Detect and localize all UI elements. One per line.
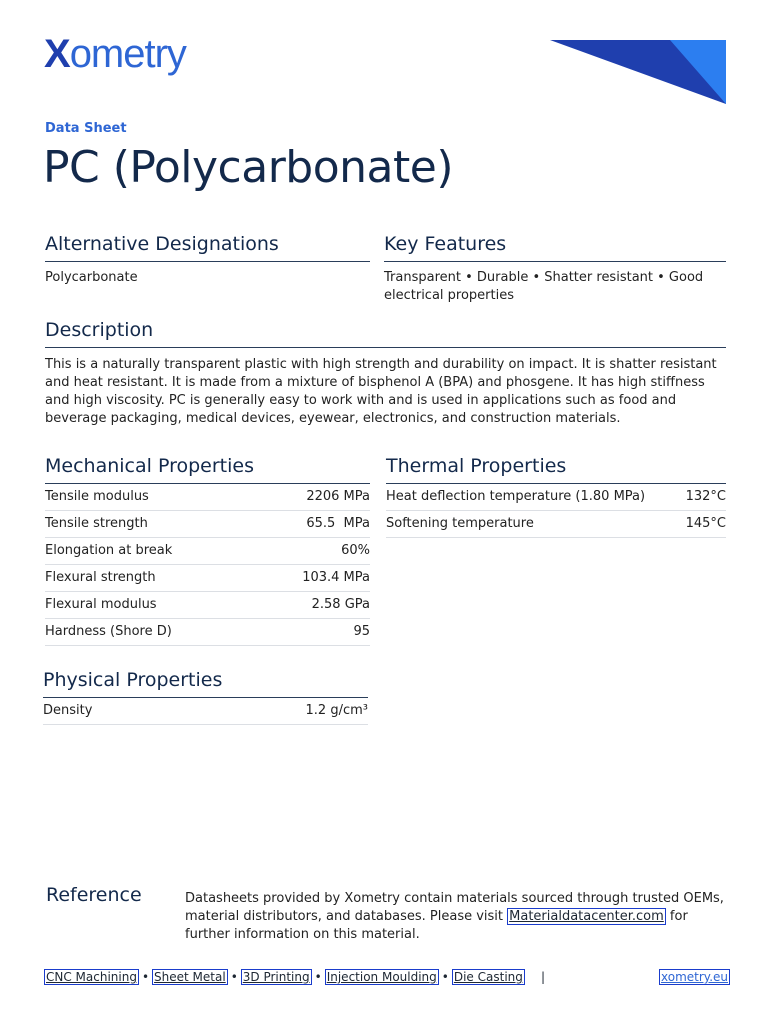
thermal-table [386, 484, 726, 538]
physical-table [43, 698, 368, 725]
table-row [43, 698, 368, 725]
description-section [45, 319, 726, 428]
property-value: 60% [257, 538, 370, 565]
property-value: 103.4 MPa [257, 565, 370, 592]
table-row [45, 511, 370, 538]
footer-link-sheet-metal[interactable]: Sheet Metal [154, 970, 226, 984]
table-row [45, 565, 370, 592]
footer-dot: • [441, 970, 449, 984]
footer-link-cnc-machining[interactable]: CNC Machining [46, 970, 137, 984]
mechanical-heading: Mechanical Properties [45, 455, 254, 477]
alt-designations-heading: Alternative Designations [45, 233, 279, 255]
reference-heading: Reference [46, 884, 142, 906]
property-value: 1.2 g/cm³ [187, 698, 368, 725]
footer-link-injection-moulding[interactable]: Injection Moulding [326, 970, 437, 984]
table-row [386, 511, 726, 538]
property-name: Hardness (Shore D) [45, 619, 257, 646]
footer-dot: • [230, 970, 238, 984]
footer-separator: | [541, 970, 546, 984]
materialdatacenter-link[interactable]: Materialdatacenter.com [509, 909, 664, 924]
property-name: Flexural strength [45, 565, 257, 592]
footer-dot: • [141, 970, 150, 984]
property-name: Density [43, 698, 187, 725]
key-features-heading: Key Features [384, 233, 507, 255]
property-value: 2.58 GPa [257, 592, 370, 619]
physical-heading: Physical Properties [43, 669, 223, 691]
property-name: Heat deflection temperature (1.80 MPa) [386, 484, 680, 511]
thermal-section [386, 455, 726, 538]
property-name: Flexural modulus [45, 592, 257, 619]
mechanical-table [45, 484, 370, 646]
thermal-heading: Thermal Properties [386, 455, 567, 477]
description-heading: Description [45, 319, 154, 341]
table-row [386, 484, 726, 511]
footer-link-die-casting[interactable]: Die Casting [453, 970, 523, 984]
reference-text-after: for further information on this material. [185, 909, 688, 942]
property-name: Tensile strength [45, 511, 257, 538]
footer-dot: • [314, 970, 322, 984]
logo-text: ometry [69, 32, 186, 76]
physical-section [43, 669, 368, 725]
alt-designations-text: Polycarbonate [45, 270, 138, 285]
footer-links [44, 970, 525, 984]
table-row [45, 592, 370, 619]
footer-link-xometry-eu[interactable]: xometry.eu [661, 970, 728, 984]
property-value: 2206 MPa [257, 484, 370, 511]
key-features-text: Transparent • Durable • Shatter resistant • Good electrical properties [384, 270, 704, 303]
table-row [45, 619, 370, 646]
property-value: 132°C [680, 484, 726, 511]
key-features-section [384, 233, 726, 305]
footer-site [659, 970, 730, 984]
property-value: 65.5 MPa [257, 511, 370, 538]
table-row [45, 484, 370, 511]
property-value: 95 [257, 619, 370, 646]
reference-text [185, 890, 730, 944]
property-name: Softening temperature [386, 511, 680, 538]
corner-decoration-icon [550, 40, 726, 104]
xometry-logo [44, 32, 186, 77]
description-text: This is a naturally transparent plastic with high strength and durability on impact. It is shatter resistant and heat resistant. It is made from a mixture of bisphenol A (BPA) and phosgene. It has high stiffness and high viscosity. PC is generally easy to work with and is used in applications such as food and beverage packaging, medical devices, eyewear, electronics, and construction materials. [45, 357, 717, 426]
property-name: Elongation at break [45, 538, 257, 565]
logo-x: X [44, 32, 70, 76]
table-row [45, 538, 370, 565]
reference-text-before: Datasheets provided by Xometry contain materials sourced through trusted OEMs, material distributors, and databases. Please visit [185, 891, 724, 924]
property-name: Tensile modulus [45, 484, 257, 511]
footer-link-3d-printing[interactable]: 3D Printing [242, 970, 310, 984]
eyebrow-label: Data Sheet [45, 121, 127, 136]
alt-designations-section [45, 233, 370, 287]
property-value: 145°C [680, 511, 726, 538]
page-title: PC (Polycarbonate) [43, 142, 453, 193]
mechanical-section [45, 455, 370, 646]
